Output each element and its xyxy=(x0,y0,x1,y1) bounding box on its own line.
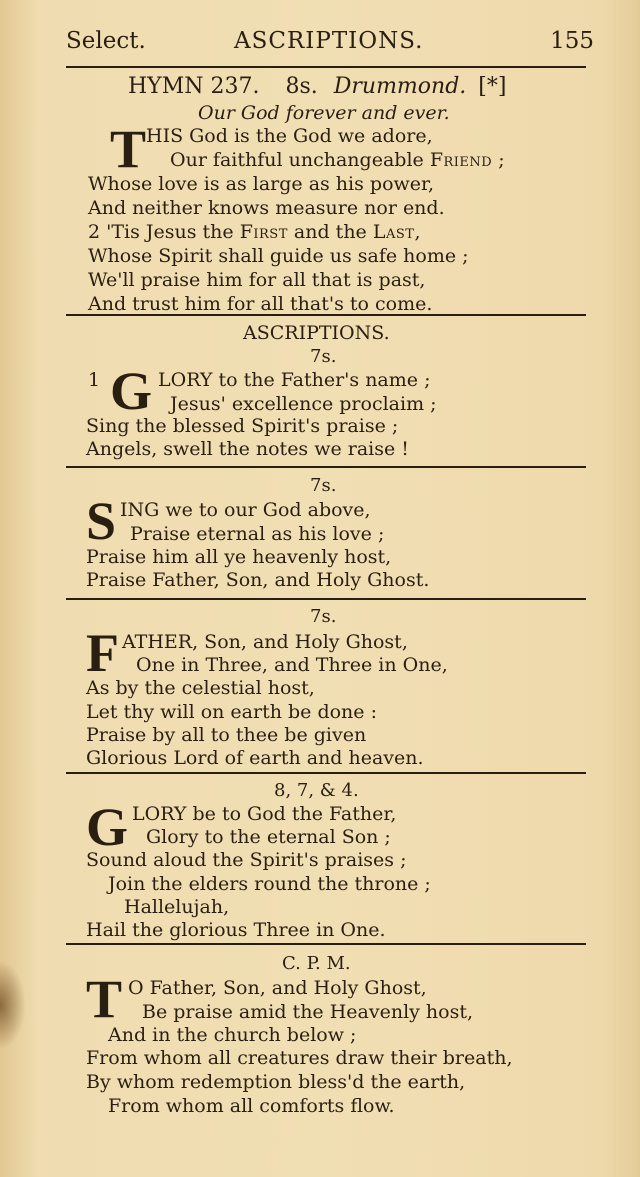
section-rule xyxy=(66,314,586,316)
header-title: ASCRIPTIONS. xyxy=(234,28,424,54)
verse-line: Jesus' excellence proclaim ; xyxy=(170,393,437,415)
verse-line: By whom redemption bless'd the earth, xyxy=(86,1071,466,1093)
verse-line: Glory to the eternal Son ; xyxy=(146,826,391,848)
page-number: 155 xyxy=(550,28,594,54)
verse-line: Angels, swell the notes we raise ! xyxy=(86,438,409,460)
section-rule xyxy=(66,598,586,600)
verse-line: Hallelujah, xyxy=(124,896,230,918)
hymn-number: HYMN 237. xyxy=(128,74,260,99)
hymn-mark: [*] xyxy=(478,74,507,99)
verse-line: And in the church below ; xyxy=(108,1024,357,1046)
drop-cap: F xyxy=(86,623,119,683)
drop-cap: G xyxy=(110,361,153,421)
stanza-number: 1 xyxy=(88,369,101,391)
page-stain xyxy=(0,960,26,1050)
drop-cap: T xyxy=(110,119,147,179)
verse-line: Praise eternal as his love ; xyxy=(130,523,385,545)
hymn-tune: Drummond. xyxy=(333,74,467,99)
verse-line: 2 'Tis Jesus the First and the Last, xyxy=(88,221,421,243)
hymn-title xyxy=(128,74,506,99)
section-rule xyxy=(66,943,586,945)
verse-line: LORY be to God the Father, xyxy=(132,803,397,825)
verse-line: Whose Spirit shall guide us safe home ; xyxy=(88,245,469,267)
verse-line: From whom all comforts flow. xyxy=(108,1095,395,1117)
verse-line: Praise Father, Son, and Holy Ghost. xyxy=(86,569,430,591)
verse-line: Sing the blessed Spirit's praise ; xyxy=(86,415,399,437)
verse-line: And trust him for all that's to come. xyxy=(88,293,433,315)
verse-line: Praise by all to thee be given xyxy=(86,724,367,746)
running-header xyxy=(66,28,594,60)
verse-line: Glorious Lord of earth and heaven. xyxy=(86,747,424,769)
verse-line: Let thy will on earth be done : xyxy=(86,701,377,723)
stanza-meter: 7s. xyxy=(310,606,337,627)
stanza-meter: 7s. xyxy=(310,475,337,496)
hymn-subtitle: Our God forever and ever. xyxy=(198,102,450,124)
verse-line: And neither knows measure nor end. xyxy=(88,197,445,219)
verse-line: LORY to the Father's name ; xyxy=(158,369,431,391)
stanza-meter: 8, 7, & 4. xyxy=(274,780,359,801)
stanza-meter: C. P. M. xyxy=(282,953,351,974)
hymn-meter: 8s. xyxy=(285,74,318,99)
verse-line: O Father, Son, and Holy Ghost, xyxy=(128,977,427,999)
verse-line: We'll praise him for all that is past, xyxy=(88,269,426,291)
verse-line: ATHER, Son, and Holy Ghost, xyxy=(122,631,408,653)
verse-line: Our faithful unchangeable Friend ; xyxy=(170,149,505,171)
verse-line: Hail the glorious Three in One. xyxy=(86,919,386,941)
verse-line: As by the celestial host, xyxy=(86,677,315,699)
verse-line: Be praise amid the Heavenly host, xyxy=(142,1001,474,1023)
verse-line: Join the elders round the throne ; xyxy=(108,873,431,895)
drop-cap: S xyxy=(86,491,117,551)
verse-line: HIS God is the God we adore, xyxy=(146,125,433,147)
section-rule xyxy=(66,466,586,468)
section-rule xyxy=(66,772,586,774)
header-left: Select. xyxy=(66,28,146,54)
drop-cap: T xyxy=(86,969,123,1029)
header-rule xyxy=(66,66,586,68)
verse-line: Praise him all ye heavenly host, xyxy=(86,546,392,568)
verse-line: One in Three, and Three in One, xyxy=(136,654,448,676)
verse-line: Whose love is as large as his power, xyxy=(88,173,435,195)
drop-cap: G xyxy=(86,797,129,857)
stanza-meter: 7s. xyxy=(310,346,337,367)
verse-line: ING we to our God above, xyxy=(120,499,371,521)
verse-line: Sound aloud the Spirit's praises ; xyxy=(86,849,407,871)
section-heading: ASCRIPTIONS. xyxy=(243,322,390,344)
verse-line: From whom all creatures draw their breath, xyxy=(86,1047,513,1069)
